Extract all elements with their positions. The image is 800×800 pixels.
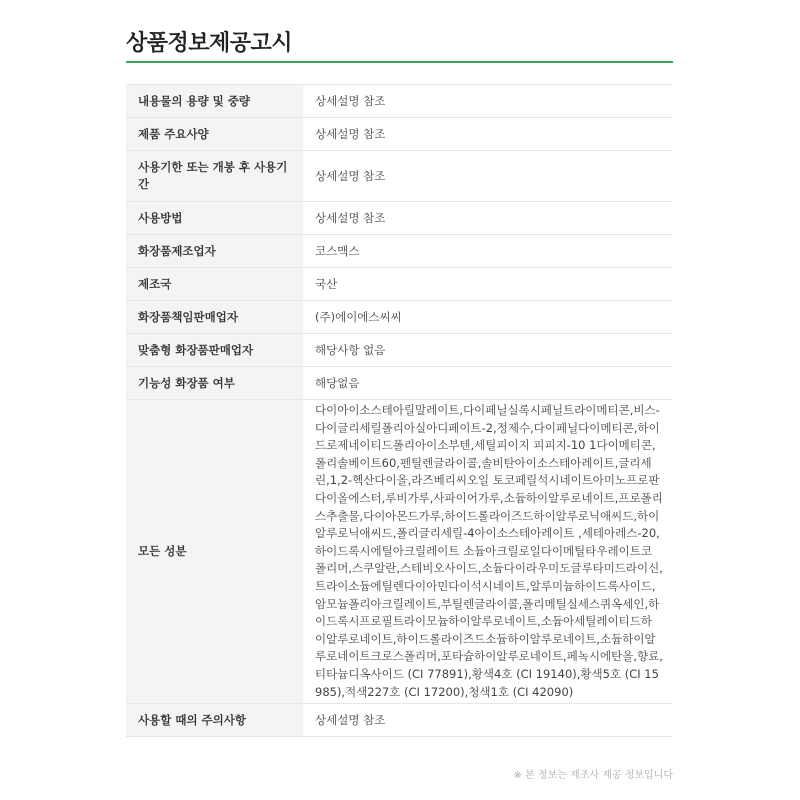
row-value: 상세설명 참조	[303, 704, 673, 737]
table-row	[126, 118, 673, 151]
page-title: 상품정보제공고시	[126, 31, 293, 56]
table-row	[126, 301, 673, 334]
table-row	[126, 202, 673, 235]
row-label: 화장품제조업자	[126, 235, 303, 268]
table-row	[126, 704, 673, 737]
row-value: 국산	[303, 268, 673, 301]
row-label: 사용기한 또는 개봉 후 사용기간	[126, 151, 303, 202]
product-info-table	[126, 84, 673, 737]
row-label: 기능성 화장품 여부	[126, 367, 303, 400]
ingredients-value: 다이아이소스테아릴말레이트,다이페닐실록시페닐트라이메티콘,비스-다이글리세릴폴리아실아디페이트-2,정제수,다이페닐다이메티콘,하이드로제네이티드폴리아이소부텐,세틸피이지 피피지-10 1다이메티콘,폴리솔베이트60,펜틸렌글라이콜,솔비탄아이소스테아레이트,글리세린,1,2-헥산다이올,라즈베리씨오일 토코페릴석시네이트아미노프로판다이올에스터,루비가루,사파이어가루,소듐하이알루로네이트,프로폴리스추출물,다이아몬드가루,하이드롤라이즈드하이알루로닉애씨드,하이알루로닉애씨드,폴리글리세릴-4아이소스테아레이트 ,세테아레스-20,하이드록시에틸아크릴레이트 소듐아크릴로일다이메틸타우레이트코폴리머,스쿠알란,스테비오사이드,소듐다이라우미도글루타미드라이신,트라이소듐에틸렌다이아민다이석시네이트,알루미늄하이드록사이드, 암모늄폴리아크릴레이트,부틸렌글라이콜,폴리메틸실세스퀴옥세인,하이드록시프로필트라이모늄하이알루로네이트,소듐아세틸레이티드하이알루로네이트,하이드롤라이즈드소듐하이알루로네이트,소듐하이알루로네이트크로스폴리머,포타슘하이알루로네이트,페녹시에탄올,향료,티타늄디옥사이드 (CI 77891),황색4호 (CI 19140),황색5호 (CI 15985),적색227호 (CI 17200),청색1호 (CI 42090)	[303, 400, 673, 704]
title-divider	[126, 61, 673, 63]
table-row	[126, 151, 673, 202]
row-label: 모든 성분	[126, 400, 303, 704]
row-value: 코스맥스	[303, 235, 673, 268]
row-value: 상세설명 참조	[303, 118, 673, 151]
row-label: 사용방법	[126, 202, 303, 235]
row-label: 제조국	[126, 268, 303, 301]
table-row	[126, 85, 673, 118]
table-row	[126, 367, 673, 400]
row-value: 해당사항 없음	[303, 334, 673, 367]
table-row	[126, 334, 673, 367]
row-value: (주)에이에스씨씨	[303, 301, 673, 334]
table-row	[126, 400, 673, 704]
row-value: 상세설명 참조	[303, 202, 673, 235]
footnote: ※ 본 정보는 제조사 제공 정보입니다	[513, 770, 673, 781]
row-label: 제품 주요사양	[126, 118, 303, 151]
row-value: 상세설명 참조	[303, 85, 673, 118]
row-value: 해당없음	[303, 367, 673, 400]
row-label: 맞춤형 화장품판매업자	[126, 334, 303, 367]
row-label: 사용할 때의 주의사항	[126, 704, 303, 737]
row-label: 화장품책임판매업자	[126, 301, 303, 334]
row-value: 상세설명 참조	[303, 151, 673, 202]
row-label: 내용물의 용량 및 중량	[126, 85, 303, 118]
table-row	[126, 235, 673, 268]
table-row	[126, 268, 673, 301]
